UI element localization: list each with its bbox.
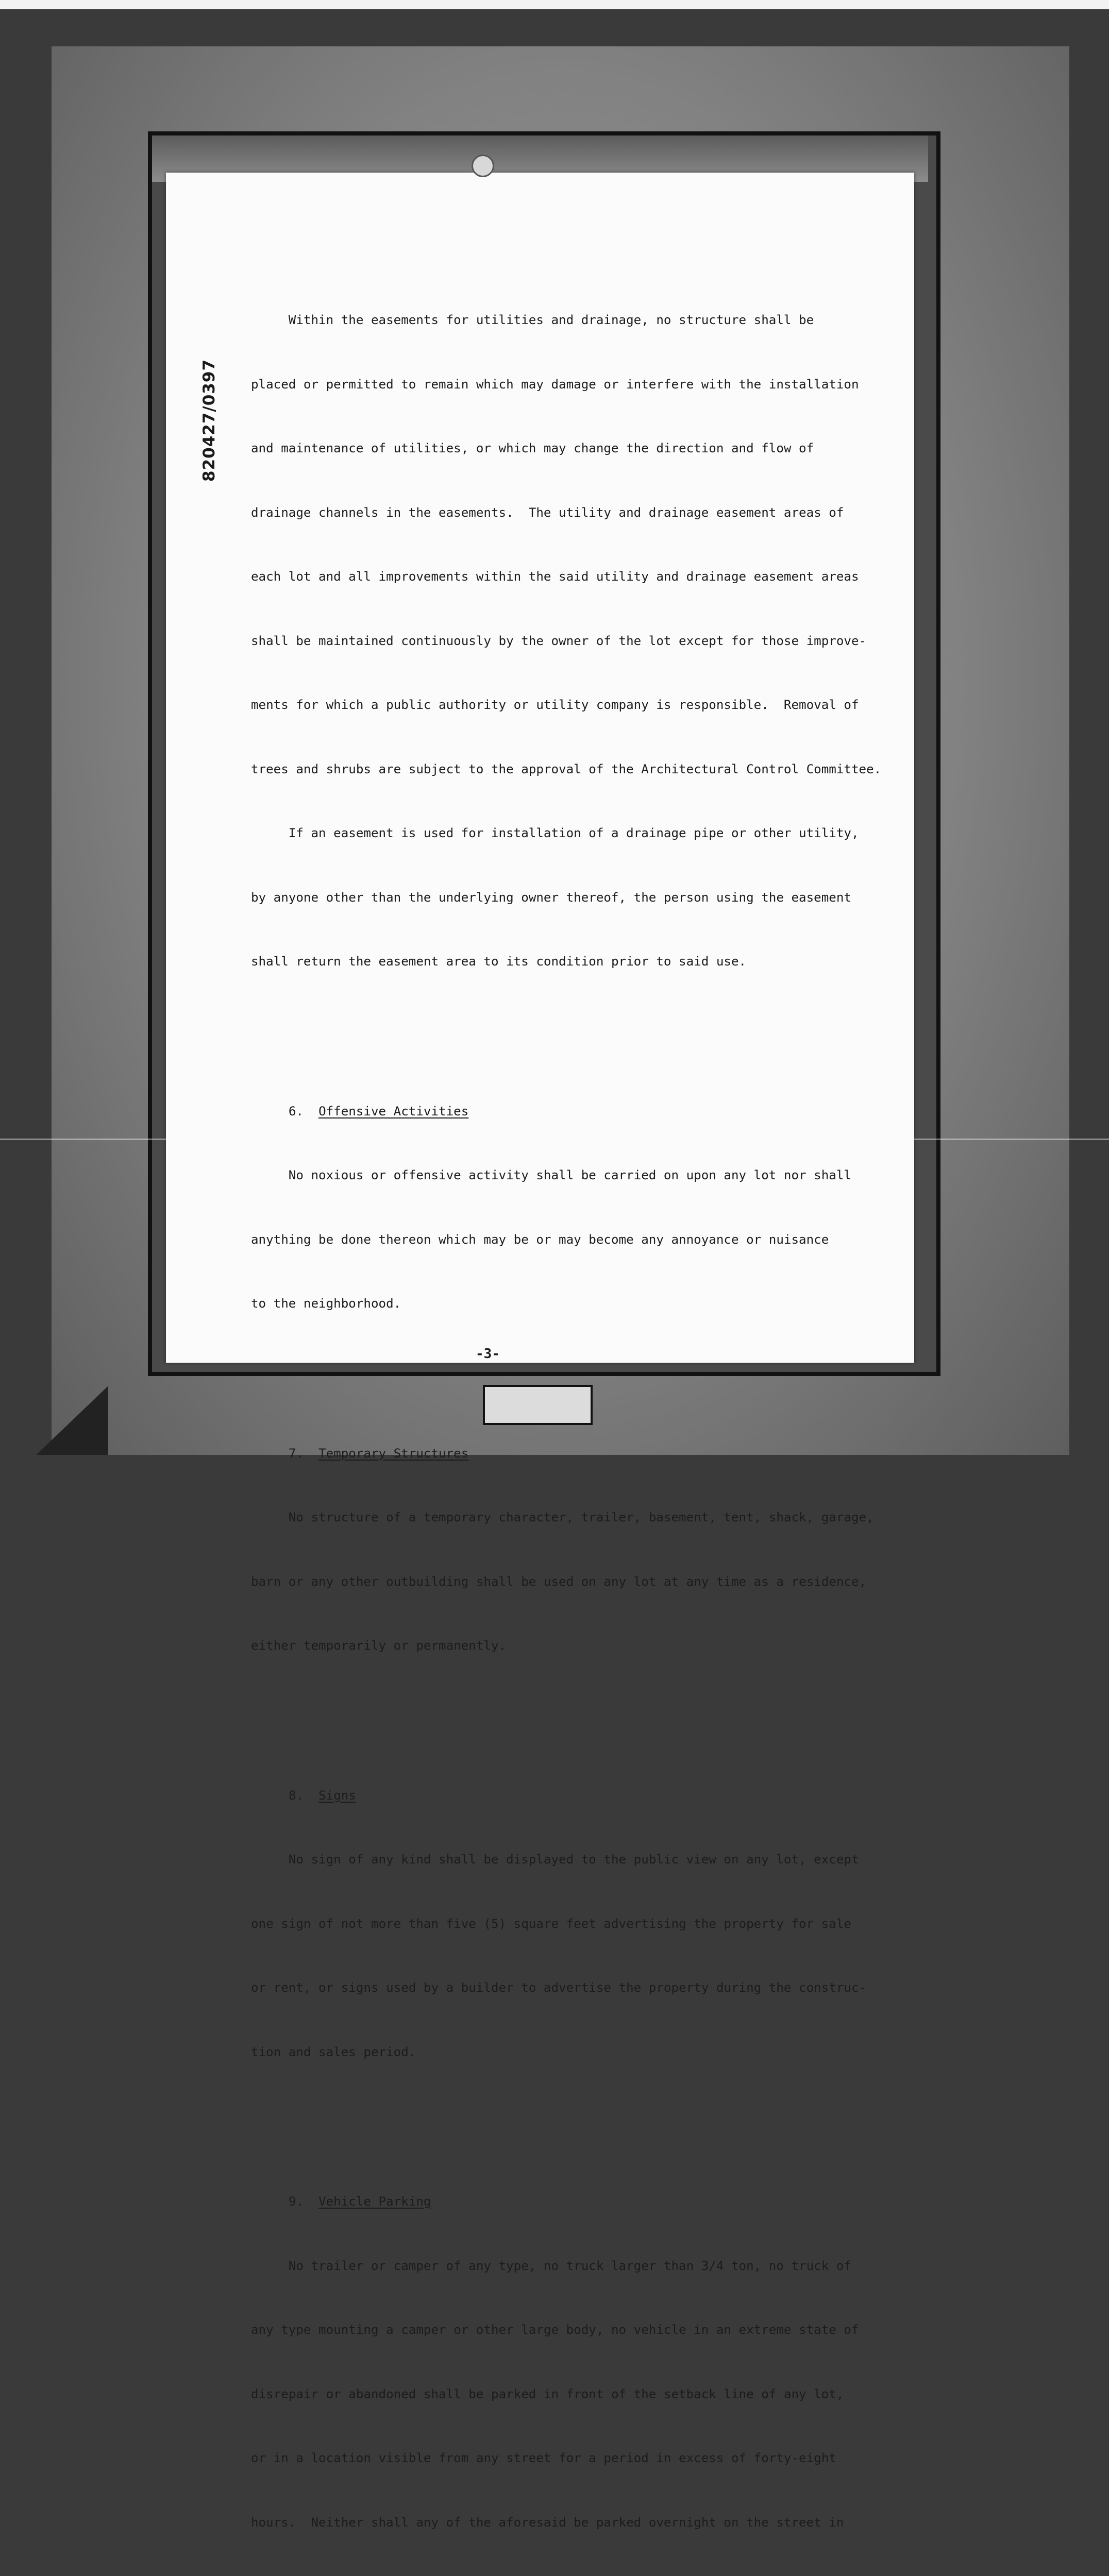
body-line: No structure of a temporary character, trailer, basement, tent, shack, garage, xyxy=(251,1510,874,1524)
body-line: No sign of any kind shall be displayed to the public view on any lot, except xyxy=(251,1852,859,1867)
section-number: 6. xyxy=(288,1104,304,1118)
section-number: 7. xyxy=(288,1446,304,1461)
body-line: If an easement is used for installation of a drainage pipe or other utility, xyxy=(251,826,859,840)
body-line: anything be done thereon which may be or may become any annoyance or nuisance xyxy=(251,1232,829,1247)
section-heading-offensive-activities xyxy=(251,1101,869,1123)
page-number: -3- xyxy=(476,1346,500,1362)
body-line: any type mounting a camper or other large body, no vehicle in an extreme state of xyxy=(251,2323,859,2337)
body-line: No noxious or offensive activity shall be carried on upon any lot nor shall xyxy=(251,1168,851,1182)
section-title: Vehicle Parking xyxy=(318,2194,431,2209)
section-number: 9. xyxy=(288,2194,304,2209)
body-line: or in a location visible from any street for a period in excess of forty-eight xyxy=(251,2451,836,2465)
body-line: placed or permitted to remain which may damage or interfere with the installation xyxy=(251,377,859,392)
body-line: shall be maintained continuously by the owner of the lot except for those improve- xyxy=(251,633,867,648)
film-scratch xyxy=(0,1139,1109,1140)
section-heading-signs xyxy=(251,1785,869,1807)
body-line: barn or any other outbuilding shall be used on any lot at any time as a residence, xyxy=(251,1574,867,1589)
body-line: hours. Neither shall any of the aforesaid be parked overnight on the street in xyxy=(251,2515,844,2530)
body-line: disrepair or abandoned shall be parked in front of the setback line of any lot, xyxy=(251,2386,844,2401)
body-line: drainage channels in the easements. The utility and drainage easement areas of xyxy=(251,505,844,520)
binder-clip xyxy=(472,155,494,177)
body-line: ments for which a public authority or utility company is responsible. Removal of xyxy=(251,698,859,712)
body-line: one sign of not more than five (5) square feet advertising the property for sale xyxy=(251,1916,851,1931)
body-line: tion and sales period. xyxy=(251,2044,416,2059)
body-line: to the neighborhood. xyxy=(251,1296,401,1311)
section-heading-vehicle-parking xyxy=(251,2191,869,2213)
frame-corner xyxy=(36,1386,108,1455)
body-line: either temporarily or permanently. xyxy=(251,1638,507,1653)
body-line: each lot and all improvements within the said utility and drainage easement areas xyxy=(251,569,859,584)
section-heading-temporary-structures xyxy=(251,1443,869,1465)
holder-tab xyxy=(483,1385,593,1425)
recording-number-stamp: 820427/0397 xyxy=(200,359,219,482)
body-line: by anyone other than the underlying owner thereof, the person using the easement xyxy=(251,890,851,905)
body-line: shall return the easement area to its condition prior to said use. xyxy=(251,954,747,969)
body-line: trees and shrubs are subject to the approval of the Architectural Control Committee. xyxy=(251,761,882,776)
section-number: 8. xyxy=(288,1788,304,1803)
scan-top-edge xyxy=(0,0,1109,9)
section-title: Offensive Activities xyxy=(318,1104,469,1118)
section-title: Signs xyxy=(318,1788,356,1803)
body-line: Within the easements for utilities and drainage, no structure shall be xyxy=(251,313,814,327)
section-title: Temporary Structures xyxy=(318,1446,469,1461)
body-line: and maintenance of utilities, or which may change the direction and flow of xyxy=(251,441,814,455)
body-line: No trailer or camper of any type, no truck larger than 3/4 ton, no truck of xyxy=(251,2258,851,2273)
body-line: or rent, or signs used by a builder to advertise the property during the construc- xyxy=(251,1980,867,1995)
